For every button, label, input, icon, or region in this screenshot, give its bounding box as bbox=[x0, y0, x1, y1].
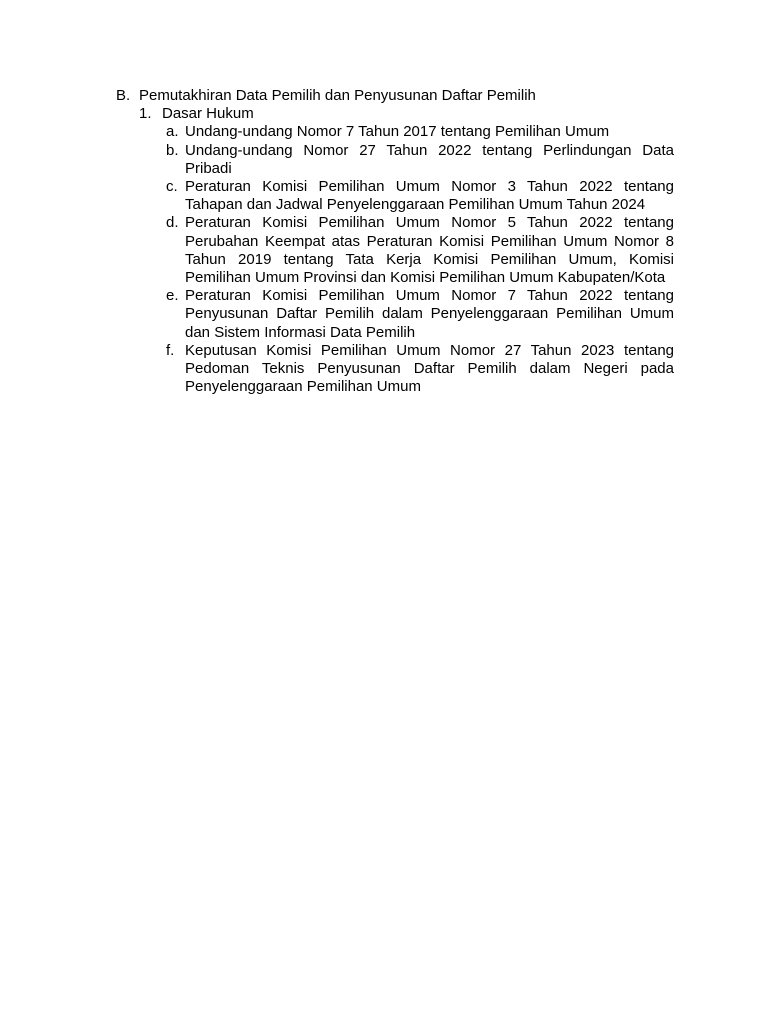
list-item-marker: e. bbox=[166, 287, 179, 305]
list-item-text: Peraturan Komisi Pemilihan Umum Nomor 3 Tahun 2022 tentang Tahapan dan Jadwal Penyelenggaraan Pemilihan Umum Tahun 2024 bbox=[185, 178, 674, 214]
list-item bbox=[162, 287, 674, 342]
section-marker: B. bbox=[116, 87, 131, 104]
list-item-text: Peraturan Komisi Pemilihan Umum Nomor 7 Tahun 2022 tentang Penyusunan Daftar Pemilih dalam Penyelenggaraan Pemilihan Umum dan Sistem Informasi Data Pemilih bbox=[185, 287, 674, 341]
list-item-marker: a. bbox=[166, 123, 179, 141]
document-content bbox=[116, 87, 674, 396]
subsection bbox=[116, 105, 674, 123]
list-item-text: Undang-undang Nomor 27 Tahun 2022 tentang Perlindungan Data Pribadi bbox=[185, 141, 674, 177]
list-item bbox=[162, 123, 674, 141]
subsection-marker: 1. bbox=[139, 105, 152, 123]
list-item bbox=[162, 142, 674, 178]
list-item bbox=[162, 214, 674, 287]
list-item-marker: b. bbox=[166, 141, 179, 159]
list-item bbox=[162, 178, 674, 214]
list-item-text: Undang-undang Nomor 7 Tahun 2017 tentang Pemilihan Umum bbox=[185, 123, 610, 141]
subsection-title: Dasar Hukum bbox=[162, 105, 254, 123]
list-item-marker: c. bbox=[166, 178, 178, 196]
section-title: Pemutakhiran Data Pemilih dan Penyusunan Daftar Pemilih bbox=[139, 87, 536, 104]
legal-basis-list bbox=[116, 123, 674, 396]
list-item-text: Keputusan Komisi Pemilihan Umum Nomor 27 Tahun 2023 tentang Pedoman Teknis Penyusunan Daftar Pemilih dalam Negeri pada Penyelenggaraan Pemilihan Umum bbox=[185, 341, 674, 396]
list-item-marker: d. bbox=[166, 214, 179, 232]
list-item-text: Peraturan Komisi Pemilihan Umum Nomor 5 Tahun 2022 tentang Perubahan Keempat atas Peraturan Komisi Pemilihan Umum Nomor 8 Tahun 2019 tentang Tata Kerja Komisi Pemilihan Umum, Komisi Pemilihan Umum Provinsi dan Komisi Pemilihan Umum Kabupaten/Kota bbox=[185, 214, 674, 287]
section-heading bbox=[116, 87, 674, 105]
list-item bbox=[162, 342, 674, 397]
subsection-heading bbox=[139, 105, 674, 123]
list-item-marker: f. bbox=[166, 341, 175, 359]
